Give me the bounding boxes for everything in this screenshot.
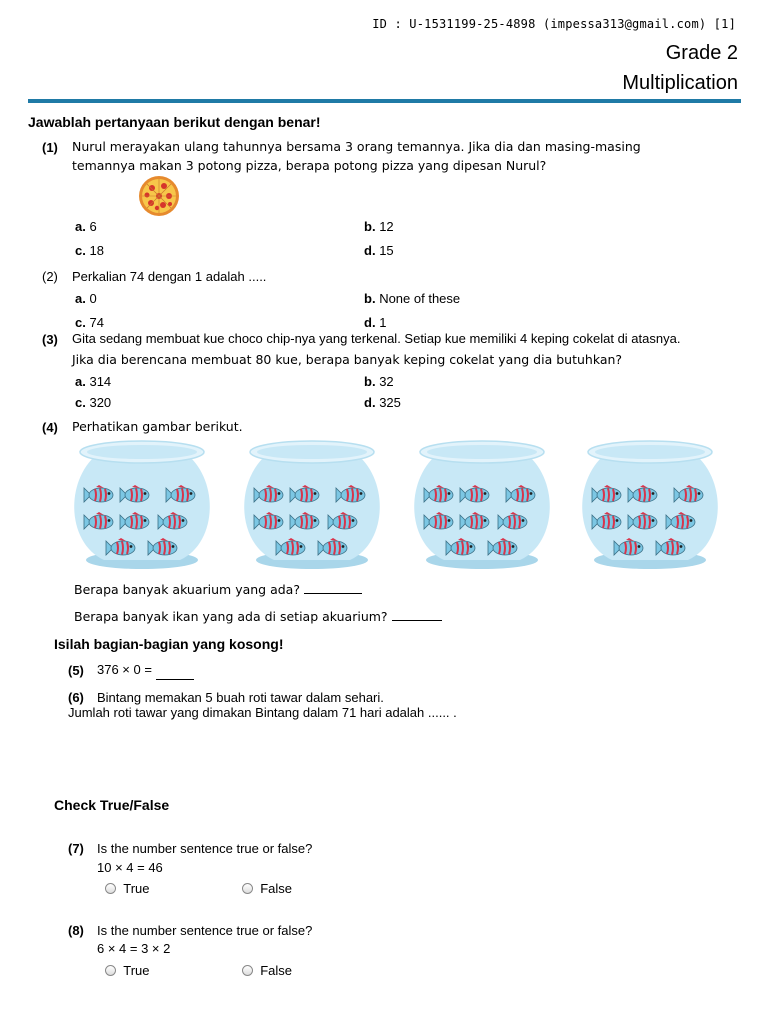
q2-option-b[interactable]: b. None of these xyxy=(364,291,461,306)
section-title-3: Check True/False xyxy=(54,797,170,813)
q7-true-option[interactable]: True xyxy=(105,881,149,896)
q8-sentence: 6 × 4 = 3 × 2 xyxy=(97,941,171,956)
q2-number: (2) xyxy=(42,269,58,284)
q8-true-radio[interactable] xyxy=(105,965,116,976)
pizza-icon xyxy=(138,175,180,217)
q4-ask-aquariums: Berapa banyak akuarium yang ada? xyxy=(74,582,362,597)
header-divider xyxy=(28,99,741,103)
q7-false-radio[interactable] xyxy=(242,883,253,894)
q8-true-option[interactable]: True xyxy=(105,963,149,978)
q8-number: (8) xyxy=(68,923,84,938)
q4-ask-fish: Berapa banyak ikan yang ada di setiap akuarium? xyxy=(74,609,442,624)
q3-option-c[interactable]: c. 320 xyxy=(75,395,112,410)
aquarium-bowl xyxy=(240,438,384,572)
section-title-2: Isilah bagian-bagian yang kosong! xyxy=(54,636,284,652)
q4-number: (4) xyxy=(42,420,58,435)
q7-true-radio[interactable] xyxy=(105,883,116,894)
q4-text: Perhatikan gambar berikut. xyxy=(72,419,243,434)
q3-text-line2: Jika dia berencana membuat 80 kue, berapa banyak keping cokelat yang dia butuhkan? xyxy=(72,352,623,367)
q3-option-d[interactable]: d. 325 xyxy=(364,395,401,410)
q3-number: (3) xyxy=(42,332,58,347)
q2-option-c[interactable]: c. 74 xyxy=(75,315,104,330)
q1-number: (1) xyxy=(42,140,58,155)
q3-text-line1: Gita sedang membuat kue choco chip-nya yang terkenal. Setiap kue memiliki 4 keping cokelat di atasnya. xyxy=(72,331,681,346)
subject-title: Multiplication xyxy=(622,72,738,94)
q8-false-radio[interactable] xyxy=(242,965,253,976)
q1-text-line2: temannya makan 3 potong pizza, berapa potong pizza yang dipesan Nurul? xyxy=(72,158,547,173)
aquarium-bowl xyxy=(410,438,554,572)
q2-option-d[interactable]: d. 1 xyxy=(364,315,387,330)
q7-sentence: 10 × 4 = 46 xyxy=(97,860,163,875)
q8-prompt: Is the number sentence true or false? xyxy=(97,923,313,938)
aquarium-bowl xyxy=(70,438,214,572)
q1-option-d[interactable]: d. 15 xyxy=(364,243,394,258)
q2-option-a[interactable]: a. 0 xyxy=(75,291,97,306)
q5-number: (5) xyxy=(68,663,84,678)
q3-option-b[interactable]: b. 32 xyxy=(364,374,394,389)
q7-prompt: Is the number sentence true or false? xyxy=(97,841,313,856)
q5-expression: 376 × 0 = xyxy=(97,662,194,680)
q7-false-option[interactable]: False xyxy=(242,881,292,896)
q1-option-a[interactable]: a. 6 xyxy=(75,219,97,234)
q4-answer-blank-1[interactable] xyxy=(304,582,362,594)
q2-text: Perkalian 74 dengan 1 adalah ..... xyxy=(72,269,267,284)
q3-option-a[interactable]: a. 314 xyxy=(75,374,112,389)
q1-option-c[interactable]: c. 18 xyxy=(75,243,104,258)
q6-text-line1: Bintang memakan 5 buah roti tawar dalam sehari. xyxy=(97,690,384,705)
aquarium-bowl xyxy=(578,438,722,572)
grade-title: Grade 2 xyxy=(665,42,738,64)
q4-answer-blank-2[interactable] xyxy=(392,609,442,621)
q6-text-line2: Jumlah roti tawar yang dimakan Bintang dalam 71 hari adalah ...... . xyxy=(68,705,457,720)
q8-false-option[interactable]: False xyxy=(242,963,292,978)
q5-answer-blank[interactable] xyxy=(156,662,194,680)
worksheet-id: ID : U-1531199-25-4898 (impessa313@gmail.com) [1] xyxy=(372,17,736,31)
section-title-1: Jawablah pertanyaan berikut dengan benar! xyxy=(28,114,321,130)
q6-number: (6) xyxy=(68,690,84,705)
q1-text-line1: Nurul merayakan ulang tahunnya bersama 3 orang temannya. Jika dia dan masing-masing xyxy=(72,139,641,154)
q1-option-b[interactable]: b. 12 xyxy=(364,219,394,234)
q7-number: (7) xyxy=(68,841,84,856)
